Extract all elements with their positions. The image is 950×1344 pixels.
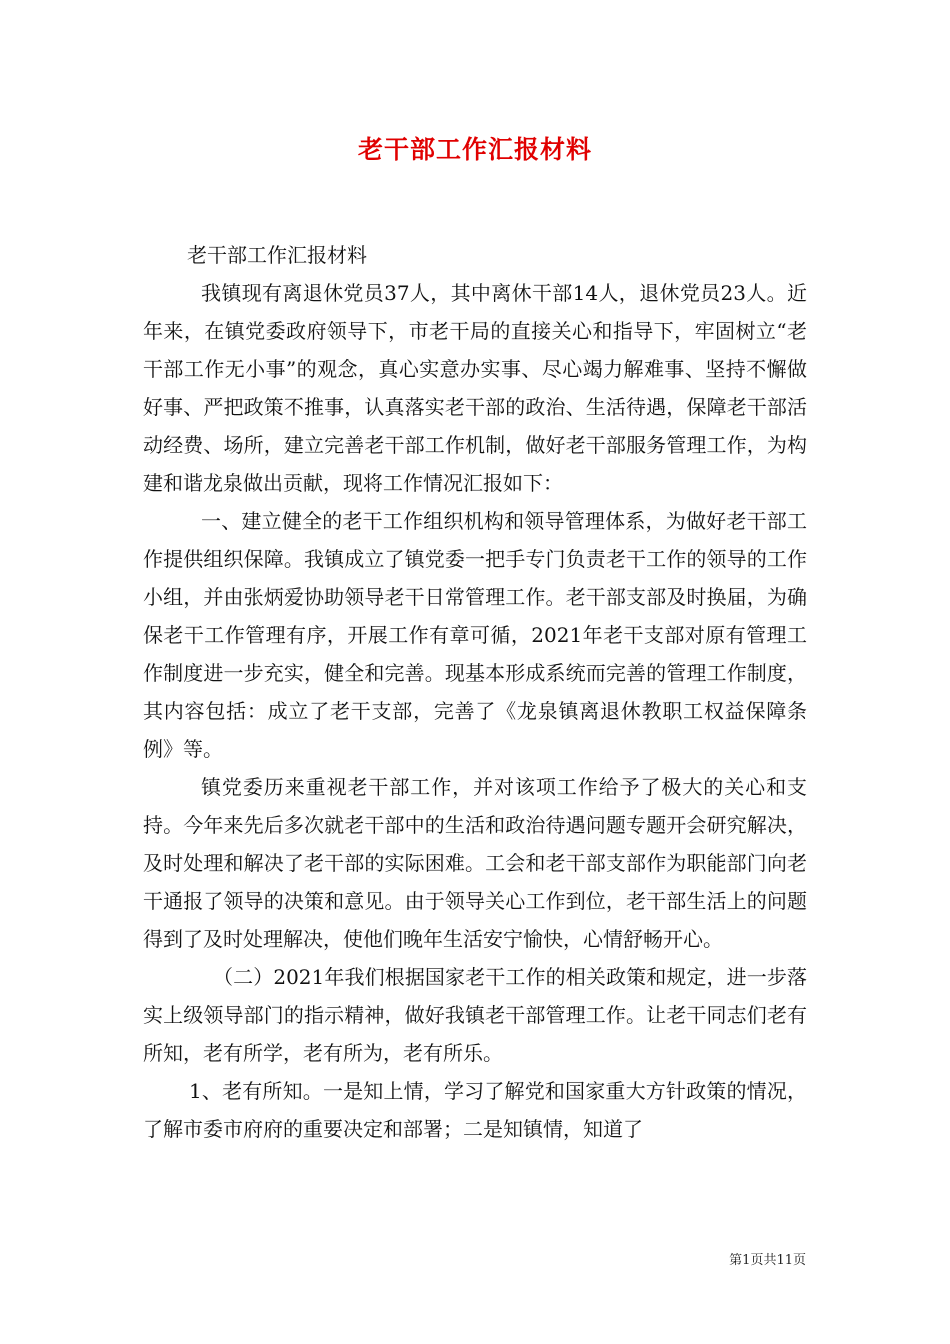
document-title: 老干部工作汇报材料: [357, 135, 592, 164]
document-subtitle: 老干部工作汇报材料: [187, 243, 367, 267]
paragraph-leadership: 镇党委历来重视老干部工作，并对该项工作给予了极大的关心和支持。今年来先后多次就老干部中的生活和政治待遇问题专题开会研究解决，及时处理和解决了老干部的实际困难。工会和老干部支部作为职能部门向老干通报了领导的决策和意见。由于领导关心工作到位，老干部生活上的问题得到了及时处理解决，使他们晚年生活安宁愉快，心情舒畅开心。: [143, 775, 807, 951]
paragraph-item-one: 1、老有所知。一是知上情，学习了解党和国家重大方针政策的情况，了解市委市府府的重要决定和部署；二是知镇情，知道了: [143, 1079, 807, 1141]
paragraph-intro: 我镇现有离退休党员37人，其中离休干部14人，退休党员23人。近年来，在镇党委政府领导下，市老干局的直接关心和指导下，牢固树立“老干部工作无小事”的观念，真心实意办实事、尽心竭力解难事、坚持不懈做好事、严把政策不推事，认真落实老干部的政治、生活待遇，保障老干部活动经费、场所，建立完善老干部工作机制，做好老干部服务管理工作，为构建和谐龙泉做出贡献，现将工作情况汇报如下：: [143, 281, 807, 495]
page-number: 第1页共11页: [729, 1253, 806, 1268]
document-body: [143, 236, 807, 1148]
paragraph-section-two: （二）2021年我们根据国家老干工作的相关政策和规定，进一步落实上级领导部门的指示精神，做好我镇老干部管理工作。让老干同志们老有所知，老有所学，老有所为，老有所乐。: [143, 965, 807, 1065]
paragraph-section-one: 一、建立健全的老干工作组织机构和领导管理体系，为做好老干部工作提供组织保障。我镇成立了镇党委一把手专门负责老干工作的领导的工作小组，并由张炳爱协助领导老干日常管理工作。老干部支部及时换届，为确保老干工作管理有序，开展工作有章可循，2021年老干支部对原有管理工作制度进一步充实，健全和完善。现基本形成系统而完善的管理工作制度，其内容包括：成立了老干支部，完善了《龙泉镇离退休教职工权益保障条例》等。: [143, 509, 807, 761]
